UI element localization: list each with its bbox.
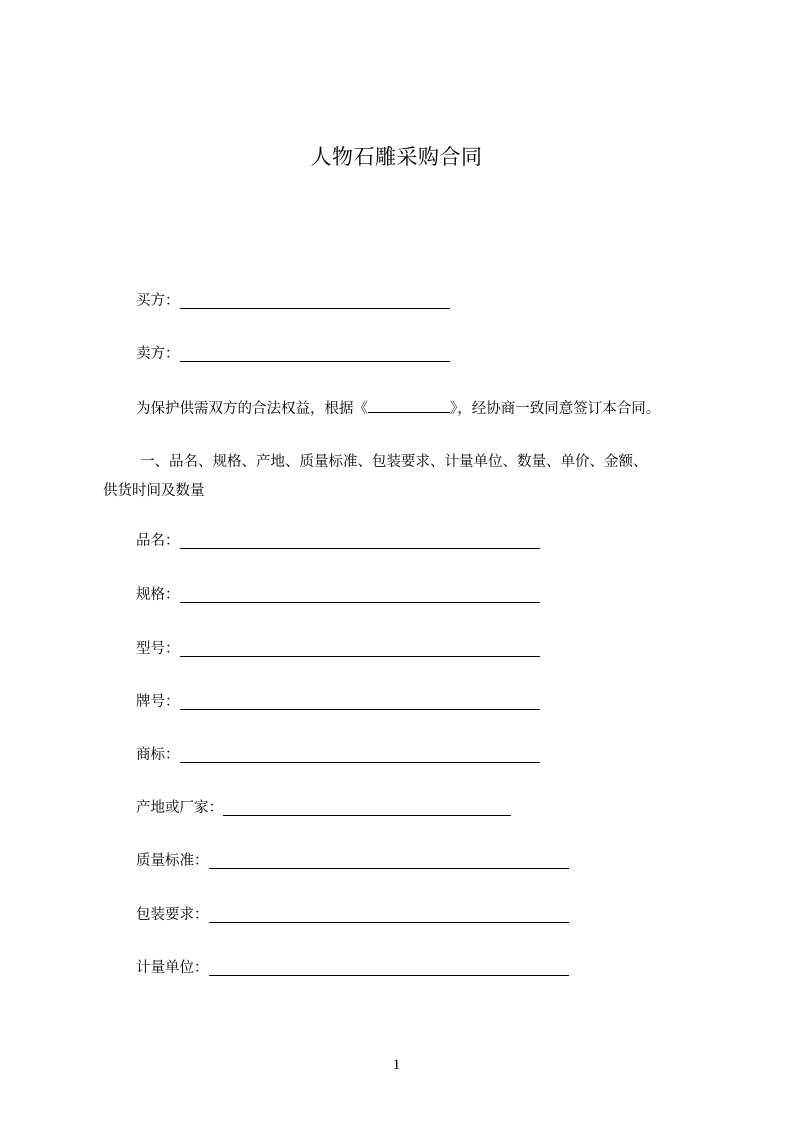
intro-text-before: 为保护供需双方的合法权益，根据《 xyxy=(136,401,368,417)
field-model xyxy=(136,639,540,659)
section-1-heading-line2: 供货时间及数量 xyxy=(103,483,205,499)
field-label: 规格： xyxy=(136,587,180,603)
field-blank xyxy=(180,587,540,603)
field-label: 品名： xyxy=(136,533,180,549)
buyer-line xyxy=(136,291,450,311)
seller-line xyxy=(136,344,450,364)
field-quality-standard xyxy=(136,851,569,871)
page-number: 1 xyxy=(392,1057,401,1073)
field-blank xyxy=(180,694,540,710)
field-label: 型号： xyxy=(136,641,180,657)
law-name-blank xyxy=(368,398,450,413)
seller-blank xyxy=(180,346,450,362)
field-label: 质量标准： xyxy=(136,853,209,869)
field-packaging xyxy=(136,905,569,925)
field-blank xyxy=(209,853,569,869)
field-label: 商标： xyxy=(136,747,180,763)
field-blank xyxy=(223,800,511,816)
field-blank xyxy=(180,747,540,763)
field-label: 牌号： xyxy=(136,694,180,710)
buyer-label: 买方： xyxy=(136,293,180,309)
field-specification xyxy=(136,585,540,605)
field-product-name xyxy=(136,531,540,551)
field-label: 包装要求： xyxy=(136,907,209,923)
field-blank xyxy=(180,641,540,657)
field-origin xyxy=(136,798,511,818)
buyer-blank xyxy=(180,293,450,309)
seller-label: 卖方： xyxy=(136,346,180,362)
section-1-heading xyxy=(103,448,703,506)
field-blank xyxy=(180,533,540,549)
field-brand xyxy=(136,692,540,712)
section-1-heading-line1: 一、品名、规格、产地、质量标准、包装要求、计量单位、数量、单价、金额、 xyxy=(140,454,648,470)
document-title: 人物石雕采购合同 xyxy=(310,145,483,169)
field-label: 产地或厂家： xyxy=(136,800,223,816)
intro-paragraph xyxy=(136,398,660,419)
field-unit xyxy=(136,958,569,978)
intro-text-after: 》，经协商一致同意签订本合同。 xyxy=(450,401,661,417)
field-blank xyxy=(209,907,569,923)
field-trademark xyxy=(136,745,540,765)
field-label: 计量单位： xyxy=(136,960,209,976)
field-blank xyxy=(209,960,569,976)
